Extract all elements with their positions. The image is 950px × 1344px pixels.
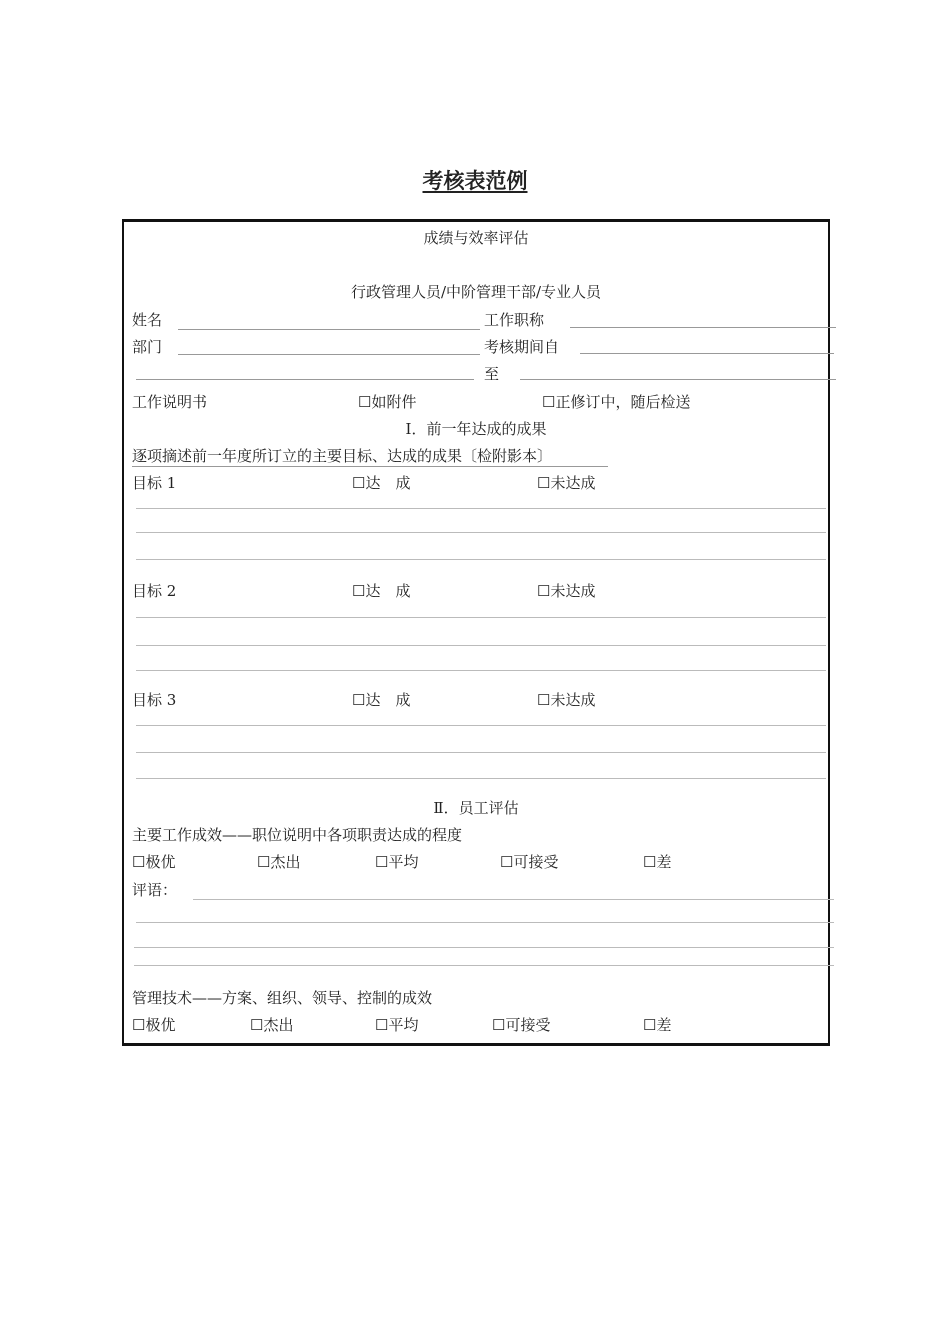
rating-acceptable-checkbox[interactable]: ☐可接受 <box>492 1016 551 1034</box>
rating-average-checkbox[interactable]: ☐平均 <box>375 1016 419 1034</box>
department-extra-line[interactable] <box>136 379 474 380</box>
goal-achieved-checkbox[interactable]: ☐达 成 <box>352 582 411 600</box>
performance-label: 主要工作成效——职位说明中各项职责达成的程度 <box>132 826 463 844</box>
job-description-label: 工作说明书 <box>132 393 208 411</box>
department-field[interactable] <box>178 354 480 355</box>
goal-answer-line[interactable] <box>136 532 826 533</box>
department-label: 部门 <box>132 338 163 356</box>
section2-heading: Ⅱ．员工评估 <box>433 799 519 817</box>
goal-answer-line[interactable] <box>136 670 826 671</box>
goal-answer-line[interactable] <box>136 725 826 726</box>
rating-excellent-checkbox[interactable]: ☐极优 <box>132 853 176 871</box>
section1-heading: Ⅰ．前一年达成的成果 <box>405 420 547 438</box>
rating-excellent-checkbox[interactable]: ☐极优 <box>132 1016 176 1034</box>
goal-answer-line[interactable] <box>136 508 826 509</box>
rating-poor-checkbox[interactable]: ☐差 <box>643 1016 672 1034</box>
goal-answer-line[interactable] <box>136 617 826 618</box>
period-to-label: 至 <box>484 365 500 383</box>
period-from-field[interactable] <box>580 353 834 354</box>
job-title-label: 工作职称 <box>484 311 545 329</box>
goal-not-achieved-checkbox[interactable]: ☐未达成 <box>537 582 596 600</box>
goal-answer-line[interactable] <box>136 778 826 779</box>
comment-line[interactable] <box>134 965 834 966</box>
comment-line[interactable] <box>136 922 834 923</box>
comment-line[interactable] <box>134 947 834 948</box>
goal-not-achieved-checkbox[interactable]: ☐未达成 <box>537 691 596 709</box>
management-skills-label: 管理技术——方案、组织、领导、控制的成效 <box>132 989 433 1007</box>
rating-poor-checkbox[interactable]: ☐差 <box>643 853 672 871</box>
form-heading: 成绩与效率评估 <box>423 229 529 247</box>
goal-not-achieved-checkbox[interactable]: ☐未达成 <box>537 474 596 492</box>
attached-checkbox[interactable]: ☐如附件 <box>358 393 417 411</box>
instruction-underline <box>132 466 608 467</box>
rating-outstanding-checkbox[interactable]: ☐杰出 <box>257 853 301 871</box>
page-title: 考核表范例 <box>422 168 528 193</box>
form-subheading: 行政管理人员/中阶管理干部/专业人员 <box>350 283 602 301</box>
comment-line[interactable] <box>193 899 834 900</box>
period-to-field[interactable] <box>520 379 836 380</box>
goal-achieved-checkbox[interactable]: ☐达 成 <box>352 474 411 492</box>
goal-label: 目标 1 <box>132 474 177 492</box>
rating-acceptable-checkbox[interactable]: ☐可接受 <box>500 853 559 871</box>
rating-outstanding-checkbox[interactable]: ☐杰出 <box>250 1016 294 1034</box>
revising-checkbox[interactable]: ☐正修订中，随后检送 <box>542 393 691 411</box>
goal-answer-line[interactable] <box>136 645 826 646</box>
job-title-field[interactable] <box>570 327 836 328</box>
rating-average-checkbox[interactable]: ☐平均 <box>375 853 419 871</box>
section1-instruction: 逐项摘述前一年度所订立的主要目标、达成的成果〔检附影本〕 <box>132 447 553 465</box>
goal-achieved-checkbox[interactable]: ☐达 成 <box>352 691 411 709</box>
goal-answer-line[interactable] <box>136 752 826 753</box>
goal-label: 目标 2 <box>132 582 177 600</box>
goal-answer-line[interactable] <box>136 559 826 560</box>
name-field[interactable] <box>178 329 480 330</box>
goal-label: 目标 3 <box>132 691 177 709</box>
comment-label: 评语： <box>132 881 178 899</box>
name-label: 姓名 <box>132 311 163 329</box>
period-from-label: 考核期间自 <box>484 338 560 356</box>
